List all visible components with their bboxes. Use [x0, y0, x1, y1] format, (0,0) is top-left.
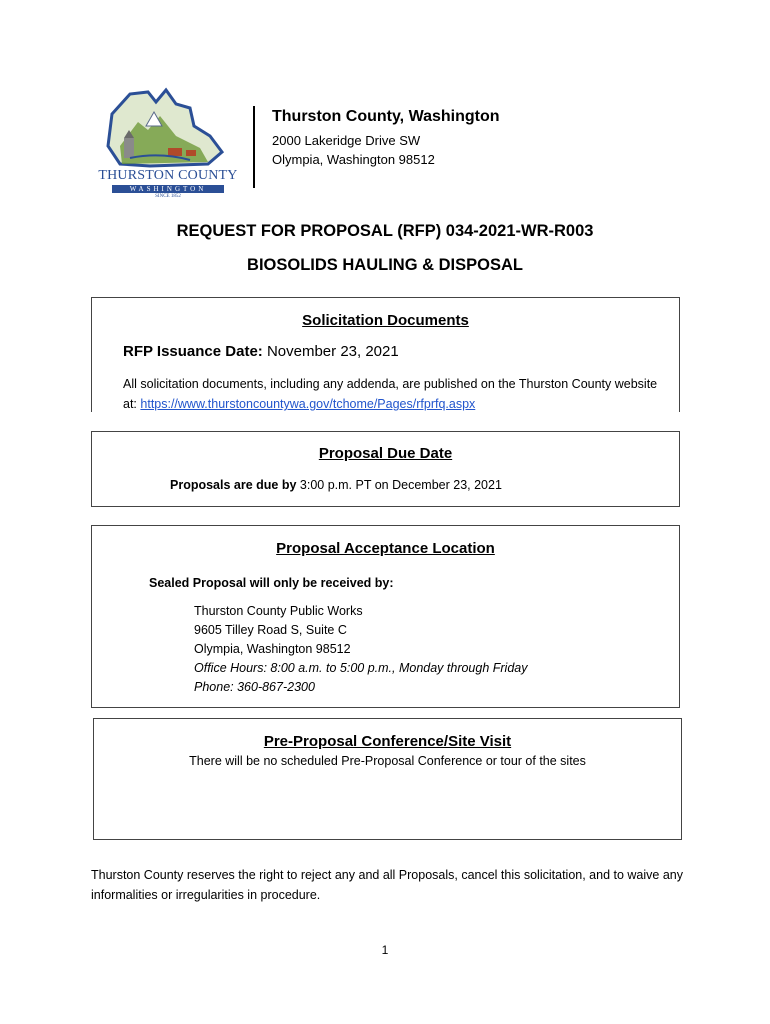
page-number: 1 — [381, 943, 389, 957]
solicitation-description: All solicitation documents, including any addenda, are published on the Thurston County website at: — [123, 377, 658, 411]
solicitation-heading: Solicitation Documents — [302, 312, 469, 329]
issuance-label: RFP Issuance Date: — [123, 343, 263, 360]
sealed-proposal-label: Sealed Proposal will only be received by: — [149, 576, 394, 590]
issuance-date — [123, 343, 399, 360]
due-date-heading: Proposal Due Date — [318, 445, 453, 462]
acceptance-address — [194, 602, 528, 697]
acceptance-line-1: Thurston County Public Works — [194, 604, 363, 618]
solicitation-link[interactable]: https://www.thurstoncountywa.gov/tchome/Pages/rfprfq.aspx — [140, 397, 476, 411]
conference-text: There will be no scheduled Pre-Proposal Conference or tour of the sites — [189, 754, 586, 768]
footer-disclaimer: Thurston County reserves the right to reject any and all Proposals, cancel this solicitation, and to waive any informalities or irregularities in procedure. — [91, 868, 683, 902]
logo-since: SINCE 1852 — [155, 194, 181, 199]
acceptance-line-3: Olympia, Washington 98512 — [194, 642, 351, 656]
rfp-title: REQUEST FOR PROPOSAL (RFP) 034-2021-WR-R003 — [176, 222, 594, 240]
address-line-1: 2000 Lakeridge Drive SW — [272, 133, 421, 148]
acceptance-heading: Proposal Acceptance Location — [276, 540, 495, 557]
conference-heading: Pre-Proposal Conference/Site Visit — [263, 733, 512, 750]
logo-text: THURSTON COUNTY — [98, 168, 238, 183]
org-address — [272, 131, 435, 169]
due-date-text — [170, 478, 502, 492]
solicitation-text — [123, 374, 663, 414]
rfp-subtitle: BIOSOLIDS HAULING & DISPOSAL — [247, 256, 523, 274]
header-divider — [253, 106, 255, 188]
office-hours: Office Hours: 8:00 a.m. to 5:00 p.m., Monday through Friday — [194, 661, 528, 675]
issuance-value: November 23, 2021 — [266, 343, 399, 360]
due-date-label: Proposals are due by — [170, 478, 297, 492]
proposal-due-date-box — [91, 431, 680, 507]
due-date-value: 3:00 p.m. PT on December 23, 2021 — [299, 478, 502, 492]
conference-box — [93, 718, 682, 840]
acceptance-location-box — [91, 525, 680, 708]
phone: Phone: 360-867-2300 — [194, 680, 315, 694]
org-name: Thurston County, Washington — [272, 108, 500, 125]
solicitation-documents-box — [91, 297, 680, 412]
logo-subtext: WASHINGTON — [112, 185, 224, 193]
address-line-2: Olympia, Washington 98512 — [272, 152, 435, 167]
acceptance-line-2: 9605 Tilley Road S, Suite C — [194, 623, 347, 637]
thurston-county-logo — [90, 86, 246, 202]
